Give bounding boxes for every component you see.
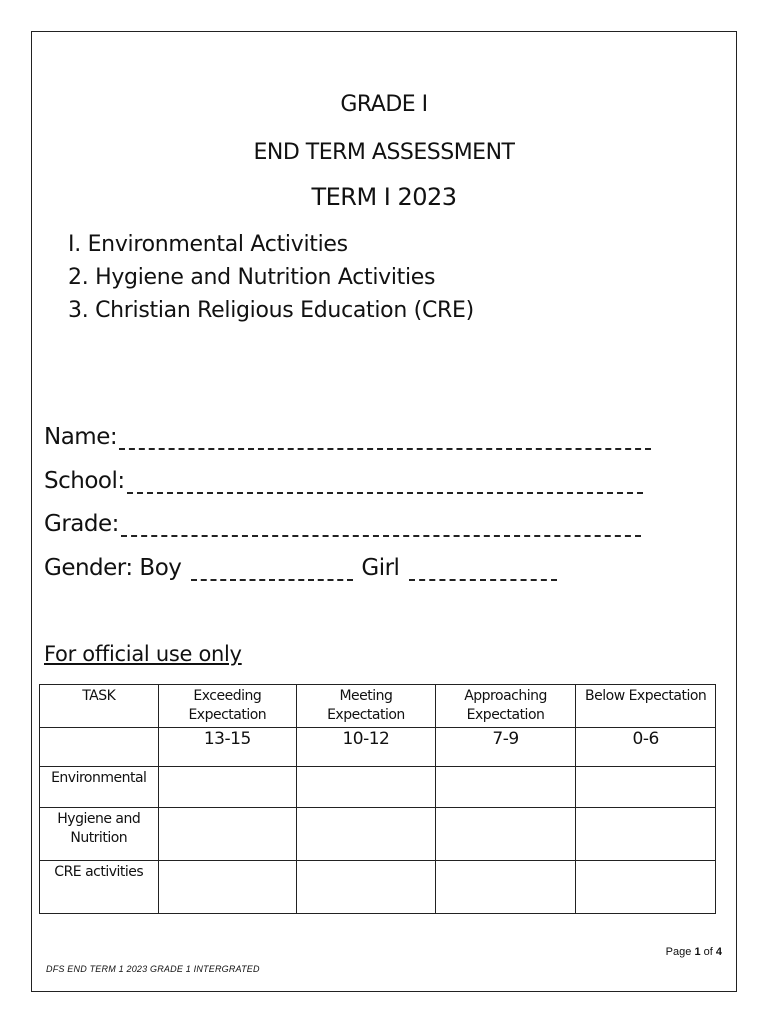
grade-heading: GRADE I: [340, 92, 428, 117]
score-cell[interactable]: [158, 861, 297, 914]
gender-label: Gender: Boy: [44, 555, 182, 581]
range-cell: [40, 728, 159, 767]
subject-list: [68, 228, 474, 327]
boy-blank[interactable]: [191, 561, 353, 581]
page-total: 4: [715, 946, 722, 958]
score-cell[interactable]: [576, 861, 716, 914]
subject-item: I. Environmental Activities: [68, 232, 348, 257]
score-cell[interactable]: [297, 767, 436, 808]
range-cell: 10-12: [297, 728, 436, 767]
header-approaching: Approaching Expectation: [435, 685, 576, 728]
table-row: [40, 861, 716, 914]
girl-label: Girl: [361, 555, 400, 581]
score-cell[interactable]: [435, 861, 576, 914]
page-of: of: [703, 946, 713, 958]
school-label: School:: [44, 468, 125, 494]
footer-text: DFS END TERM 1 2023 GRADE 1 INTERGRATED: [46, 964, 260, 974]
score-cell[interactable]: [435, 808, 576, 861]
term-heading: TERM I 2023: [311, 183, 457, 211]
header-below: Below Expectation: [576, 685, 716, 728]
school-blank[interactable]: [127, 474, 643, 494]
page-prefix: Page: [665, 946, 692, 958]
range-cell: 13-15: [158, 728, 297, 767]
girl-blank[interactable]: [409, 561, 557, 581]
score-cell[interactable]: [297, 861, 436, 914]
table-header-row: [40, 685, 716, 728]
name-field[interactable]: [44, 424, 651, 450]
range-cell: 0-6: [576, 728, 716, 767]
score-cell[interactable]: [297, 808, 436, 861]
score-cell[interactable]: [576, 808, 716, 861]
grade-label: Grade:: [44, 511, 119, 537]
header-meeting: Meeting Expectation: [297, 685, 436, 728]
score-cell[interactable]: [435, 767, 576, 808]
subject-item: 3. Christian Religious Education (CRE): [68, 298, 474, 323]
grade-field[interactable]: [44, 511, 641, 537]
school-field[interactable]: [44, 468, 643, 494]
assessment-table: [39, 684, 716, 914]
score-cell[interactable]: [158, 767, 297, 808]
header-exceeding: Exceeding Expectation: [158, 685, 297, 728]
page-current: 1: [694, 946, 701, 958]
task-label: CRE activities: [40, 861, 159, 914]
task-label: Hygiene and Nutrition: [40, 808, 159, 861]
exam-cover-page: [31, 31, 737, 992]
table-row: [40, 767, 716, 808]
subject-item: 2. Hygiene and Nutrition Activities: [68, 265, 436, 290]
grade-blank[interactable]: [121, 517, 641, 537]
table-row: [40, 808, 716, 861]
assessment-heading: END TERM ASSESSMENT: [253, 140, 515, 165]
name-blank[interactable]: [119, 430, 651, 450]
name-label: Name:: [44, 424, 118, 450]
page-number: [666, 946, 722, 958]
header-task: TASK: [40, 685, 159, 728]
official-use-heading: For official use only: [44, 642, 242, 666]
range-cell: 7-9: [435, 728, 576, 767]
task-label: Environmental: [40, 767, 159, 808]
table-range-row: [40, 728, 716, 767]
score-cell[interactable]: [576, 767, 716, 808]
score-cell[interactable]: [158, 808, 297, 861]
gender-field[interactable]: [44, 555, 557, 581]
